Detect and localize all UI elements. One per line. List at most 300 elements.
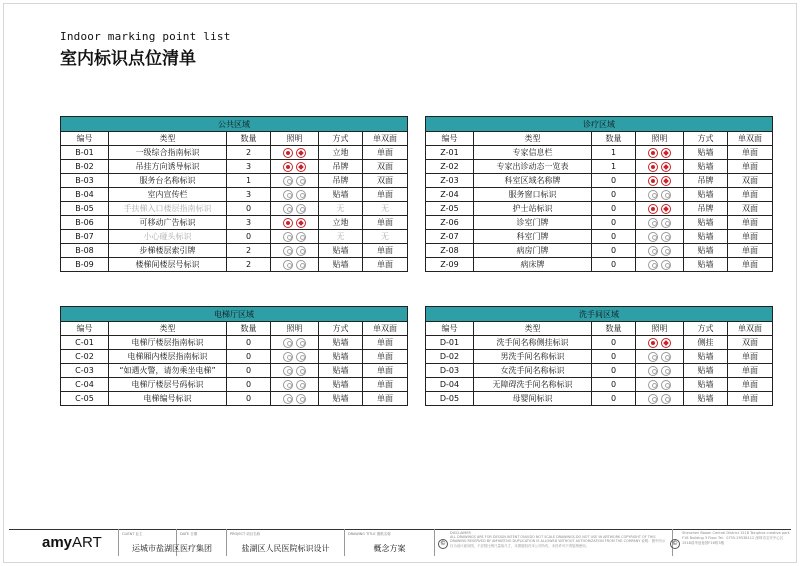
row-lighting xyxy=(271,244,319,258)
row-id: B-01 xyxy=(61,146,109,160)
row-qty: 2 xyxy=(227,244,271,258)
row-lighting xyxy=(636,160,684,174)
table-title: 洗手间区域 xyxy=(426,307,773,322)
row-id: B-02 xyxy=(61,160,109,174)
row-id: D-01 xyxy=(426,336,474,350)
row-mount: 贴墙 xyxy=(684,350,728,364)
row-sides: 单面 xyxy=(363,336,408,350)
row-sides: 单面 xyxy=(363,216,408,230)
table-row xyxy=(61,160,408,174)
row-lighting xyxy=(271,188,319,202)
row-qty: 0 xyxy=(592,350,636,364)
column-header: 编号 xyxy=(426,322,474,336)
column-header: 数量 xyxy=(227,132,271,146)
external-light-icon xyxy=(296,338,306,348)
row-mount: 贴墙 xyxy=(319,378,363,392)
row-type: 吊挂方向诱导标识 xyxy=(109,160,227,174)
row-id: C-01 xyxy=(61,336,109,350)
external-light-icon xyxy=(661,380,671,390)
table-row xyxy=(426,244,773,258)
row-id: Z-04 xyxy=(426,188,474,202)
internal-light-icon xyxy=(648,148,658,158)
row-id: B-05 xyxy=(61,202,109,216)
row-lighting xyxy=(636,350,684,364)
row-mount: 贴墙 xyxy=(319,244,363,258)
row-lighting xyxy=(636,216,684,230)
row-lighting xyxy=(636,336,684,350)
row-id: B-09 xyxy=(61,258,109,272)
row-sides: 单面 xyxy=(363,244,408,258)
row-lighting xyxy=(636,230,684,244)
column-header: 类型 xyxy=(109,322,227,336)
row-id: D-05 xyxy=(426,392,474,406)
row-qty: 0 xyxy=(227,336,271,350)
table-row xyxy=(61,392,408,406)
internal-light-icon xyxy=(648,190,658,200)
row-qty: 0 xyxy=(592,230,636,244)
row-lighting xyxy=(271,146,319,160)
row-mount: 贴墙 xyxy=(319,392,363,406)
row-id: B-06 xyxy=(61,216,109,230)
row-mount: 贴墙 xyxy=(684,230,728,244)
row-qty: 0 xyxy=(592,336,636,350)
internal-light-icon xyxy=(283,338,293,348)
table-row xyxy=(61,378,408,392)
internal-light-icon xyxy=(648,380,658,390)
row-sides: 双面 xyxy=(728,336,773,350)
internal-light-icon xyxy=(283,162,293,172)
row-qty: 0 xyxy=(227,202,271,216)
internal-light-icon xyxy=(648,394,658,404)
table-title: 公共区域 xyxy=(61,117,408,132)
row-type: 小心碰头标识 xyxy=(109,230,227,244)
row-mount: 贴墙 xyxy=(684,146,728,160)
row-mount: 立地 xyxy=(319,146,363,160)
table-row xyxy=(426,146,773,160)
internal-light-icon xyxy=(283,366,293,376)
table-row xyxy=(61,174,408,188)
row-lighting xyxy=(636,392,684,406)
row-id: Z-05 xyxy=(426,202,474,216)
row-sides: 单面 xyxy=(363,378,408,392)
internal-light-icon xyxy=(648,232,658,242)
row-lighting xyxy=(636,202,684,216)
table-row xyxy=(426,230,773,244)
row-id: B-04 xyxy=(61,188,109,202)
table-row xyxy=(61,244,408,258)
row-qty: 3 xyxy=(227,216,271,230)
column-header: 照明 xyxy=(636,132,684,146)
row-id: B-03 xyxy=(61,174,109,188)
row-type: 服务窗口标识 xyxy=(474,188,592,202)
copyright-icon: © xyxy=(672,540,678,547)
row-lighting xyxy=(636,146,684,160)
row-qty: 1 xyxy=(227,174,271,188)
column-header: 单双面 xyxy=(363,132,408,146)
row-id: Z-02 xyxy=(426,160,474,174)
row-sides: 单面 xyxy=(728,146,773,160)
row-type: “如遇火警，请勿乘坐电梯” xyxy=(109,364,227,378)
table-row xyxy=(426,350,773,364)
row-sides: 双面 xyxy=(363,174,408,188)
table-row xyxy=(426,258,773,272)
page-title-en: Indoor marking point list xyxy=(60,30,231,43)
page-frame xyxy=(3,3,797,563)
external-light-icon xyxy=(296,366,306,376)
row-type: 护士站标识 xyxy=(474,202,592,216)
row-id: B-07 xyxy=(61,230,109,244)
column-header: 照明 xyxy=(271,132,319,146)
row-type: 病房门牌 xyxy=(474,244,592,258)
row-sides: 双面 xyxy=(363,160,408,174)
row-lighting xyxy=(271,202,319,216)
internal-light-icon xyxy=(283,218,293,228)
row-qty: 3 xyxy=(227,188,271,202)
row-id: D-04 xyxy=(426,378,474,392)
client-value-cell xyxy=(118,529,226,556)
internal-light-icon xyxy=(283,352,293,362)
external-light-icon xyxy=(661,162,671,172)
row-type: 专家出诊动态一览表 xyxy=(474,160,592,174)
row-qty: 1 xyxy=(592,146,636,160)
row-type: 服务台名称标识 xyxy=(109,174,227,188)
external-light-icon xyxy=(661,232,671,242)
column-header: 类型 xyxy=(109,132,227,146)
row-mount: 贴墙 xyxy=(684,188,728,202)
client-name: 运城市盐湖区医疗集团 xyxy=(132,544,212,553)
table-row xyxy=(61,216,408,230)
drawing-cell: DRAWING TITLE 图纸名称 概念方案 xyxy=(344,529,434,556)
column-header: 数量 xyxy=(592,322,636,336)
row-sides: 单面 xyxy=(728,378,773,392)
clinic-area-table xyxy=(425,116,773,272)
row-lighting xyxy=(271,160,319,174)
row-qty: 0 xyxy=(227,364,271,378)
column-header: 单双面 xyxy=(728,322,773,336)
date-cell: DATE 日期 xyxy=(176,529,226,556)
column-header: 类型 xyxy=(474,322,592,336)
row-type: 室内宣传栏 xyxy=(109,188,227,202)
row-id: C-05 xyxy=(61,392,109,406)
external-light-icon xyxy=(661,338,671,348)
row-lighting xyxy=(271,392,319,406)
internal-light-icon xyxy=(648,366,658,376)
row-sides: 无 xyxy=(363,202,408,216)
row-sides: 双面 xyxy=(728,174,773,188)
row-qty: 0 xyxy=(592,258,636,272)
row-type: 一级综合指南标识 xyxy=(109,146,227,160)
washroom-area-table xyxy=(425,306,773,406)
row-sides: 单面 xyxy=(363,146,408,160)
row-qty: 0 xyxy=(592,174,636,188)
row-qty: 0 xyxy=(592,244,636,258)
external-light-icon xyxy=(296,218,306,228)
table-row xyxy=(61,364,408,378)
table-row xyxy=(426,216,773,230)
copyright-icon: © xyxy=(440,540,446,547)
row-mount: 贴墙 xyxy=(684,258,728,272)
row-mount: 贴墙 xyxy=(319,336,363,350)
row-qty: 0 xyxy=(592,188,636,202)
row-lighting xyxy=(636,174,684,188)
row-lighting xyxy=(636,258,684,272)
row-id: Z-01 xyxy=(426,146,474,160)
table-row xyxy=(426,378,773,392)
row-id: D-02 xyxy=(426,350,474,364)
row-sides: 单面 xyxy=(728,258,773,272)
column-header: 单双面 xyxy=(728,132,773,146)
internal-light-icon xyxy=(283,204,293,214)
row-type: 步梯楼层索引牌 xyxy=(109,244,227,258)
internal-light-icon xyxy=(283,176,293,186)
column-header: 方式 xyxy=(319,132,363,146)
row-type: 洗手间名称侧挂标识 xyxy=(474,336,592,350)
company-logo: amyART xyxy=(42,534,102,551)
external-light-icon xyxy=(296,394,306,404)
row-mount: 贴墙 xyxy=(684,364,728,378)
row-sides: 单面 xyxy=(728,160,773,174)
row-type: 科室区域名称牌 xyxy=(474,174,592,188)
column-header: 方式 xyxy=(684,132,728,146)
row-mount: 贴墙 xyxy=(319,350,363,364)
disclaimer-text: DISCLAIMER ALL DRAWINGS ARE FOR DESIGN INTENT ONLY.DO NOT SCALE DRAWINGS.DO NOT USE IN ARTWORK COPYRIGHT OF THIS DRAWING RESERVED BY AMYART.NO DUPLICATION IS ALLOWED WITHOUT AUTHORIZATION FROM THE COMPANY 说明：图中所示仅为设计意向图，不应按比例尺量取尺寸，本图版权归本公司所有，未经许可不得复制使用。 xyxy=(450,531,666,548)
row-type: 电梯厢内楼层指南标识 xyxy=(109,350,227,364)
internal-light-icon xyxy=(283,190,293,200)
table-row xyxy=(426,364,773,378)
internal-light-icon xyxy=(283,394,293,404)
table-row xyxy=(426,174,773,188)
external-light-icon xyxy=(296,232,306,242)
row-lighting xyxy=(271,336,319,350)
row-mount: 无 xyxy=(319,230,363,244)
row-mount: 贴墙 xyxy=(319,258,363,272)
external-light-icon xyxy=(296,352,306,362)
drawing-title: 概念方案 xyxy=(373,544,406,553)
row-sides: 单面 xyxy=(728,188,773,202)
row-mount: 贴墙 xyxy=(684,160,728,174)
row-sides: 单面 xyxy=(363,258,408,272)
row-qty: 1 xyxy=(592,160,636,174)
row-sides: 无 xyxy=(363,230,408,244)
row-id: Z-09 xyxy=(426,258,474,272)
external-light-icon xyxy=(296,190,306,200)
row-id: Z-03 xyxy=(426,174,474,188)
column-header: 方式 xyxy=(684,322,728,336)
external-light-icon xyxy=(661,176,671,186)
table-row xyxy=(61,202,408,216)
external-light-icon xyxy=(296,148,306,158)
external-light-icon xyxy=(296,176,306,186)
row-type: 电梯厅楼层指南标识 xyxy=(109,336,227,350)
row-type: 女洗手间名称标识 xyxy=(474,364,592,378)
table-row xyxy=(426,336,773,350)
table-title: 诊疗区域 xyxy=(426,117,773,132)
table-row xyxy=(426,188,773,202)
row-type: 电梯编号标识 xyxy=(109,392,227,406)
row-type: 楼梯间楼层号标识 xyxy=(109,258,227,272)
external-light-icon xyxy=(661,204,671,214)
row-sides: 单面 xyxy=(363,350,408,364)
internal-light-icon xyxy=(283,148,293,158)
row-mount: 贴墙 xyxy=(684,392,728,406)
row-lighting xyxy=(271,230,319,244)
internal-light-icon xyxy=(648,176,658,186)
column-header: 照明 xyxy=(271,322,319,336)
column-header: 编号 xyxy=(426,132,474,146)
row-mount: 侧挂 xyxy=(684,336,728,350)
public-area-table xyxy=(60,116,408,272)
row-id: C-04 xyxy=(61,378,109,392)
row-id: D-03 xyxy=(426,364,474,378)
row-lighting xyxy=(271,216,319,230)
external-light-icon xyxy=(661,260,671,270)
column-header: 方式 xyxy=(319,322,363,336)
external-light-icon xyxy=(296,260,306,270)
row-qty: 2 xyxy=(227,146,271,160)
row-lighting xyxy=(636,378,684,392)
external-light-icon xyxy=(661,246,671,256)
row-qty: 0 xyxy=(592,364,636,378)
row-mount: 吊牌 xyxy=(319,174,363,188)
external-light-icon xyxy=(296,380,306,390)
internal-light-icon xyxy=(648,162,658,172)
row-qty: 0 xyxy=(592,392,636,406)
row-type: 电梯厅楼层号码标识 xyxy=(109,378,227,392)
table-row xyxy=(61,336,408,350)
row-lighting xyxy=(271,378,319,392)
row-qty: 0 xyxy=(227,230,271,244)
row-mount: 立地 xyxy=(319,216,363,230)
row-lighting xyxy=(636,364,684,378)
row-lighting xyxy=(271,350,319,364)
row-mount: 贴墙 xyxy=(684,216,728,230)
table-row xyxy=(61,230,408,244)
row-type: 无障碍洗手间名称标识 xyxy=(474,378,592,392)
row-mount: 贴墙 xyxy=(684,378,728,392)
row-type: 专家信息栏 xyxy=(474,146,592,160)
client-cell: CLIENT 业主 xyxy=(118,529,176,556)
external-light-icon xyxy=(296,204,306,214)
internal-light-icon xyxy=(648,260,658,270)
row-qty: 0 xyxy=(227,392,271,406)
row-id: Z-06 xyxy=(426,216,474,230)
row-mount: 贴墙 xyxy=(319,188,363,202)
column-header: 数量 xyxy=(227,322,271,336)
row-lighting xyxy=(636,188,684,202)
row-mount: 无 xyxy=(319,202,363,216)
row-sides: 单面 xyxy=(363,188,408,202)
row-mount: 贴墙 xyxy=(684,244,728,258)
row-qty: 3 xyxy=(227,160,271,174)
row-id: C-03 xyxy=(61,364,109,378)
internal-light-icon xyxy=(648,204,658,214)
row-id: Z-07 xyxy=(426,230,474,244)
row-type: 科室门牌 xyxy=(474,230,592,244)
table-row xyxy=(61,146,408,160)
external-light-icon xyxy=(661,218,671,228)
project-cell: PROJECT 项目名称 盐湖区人民医院标识设计 xyxy=(226,529,344,556)
row-qty: 0 xyxy=(227,350,271,364)
row-id: C-02 xyxy=(61,350,109,364)
row-sides: 单面 xyxy=(728,230,773,244)
internal-light-icon xyxy=(648,218,658,228)
column-header: 编号 xyxy=(61,322,109,336)
column-header: 单双面 xyxy=(363,322,408,336)
row-lighting xyxy=(636,244,684,258)
row-qty: 0 xyxy=(227,378,271,392)
company-address: Shenzhen Baoan Central District 1518 Tsinghua creative park F16 Building 3 Floor Tel：0755-29538112 深圳市宝安中心区1518清华创意园F16栋3楼 xyxy=(682,531,790,545)
table-row xyxy=(61,350,408,364)
internal-light-icon xyxy=(283,260,293,270)
external-light-icon xyxy=(296,246,306,256)
external-light-icon xyxy=(661,352,671,362)
column-header: 类型 xyxy=(474,132,592,146)
row-sides: 单面 xyxy=(728,244,773,258)
column-header: 编号 xyxy=(61,132,109,146)
elevator-hall-table xyxy=(60,306,408,406)
table-row xyxy=(426,392,773,406)
row-type: 手扶梯入口楼层指南标识 xyxy=(109,202,227,216)
row-lighting xyxy=(271,258,319,272)
row-type: 男洗手间名称标识 xyxy=(474,350,592,364)
table-row xyxy=(426,160,773,174)
internal-light-icon xyxy=(648,338,658,348)
row-mount: 贴墙 xyxy=(319,364,363,378)
internal-light-icon xyxy=(283,380,293,390)
external-light-icon xyxy=(661,366,671,376)
internal-light-icon xyxy=(283,246,293,256)
row-sides: 单面 xyxy=(363,392,408,406)
column-header: 数量 xyxy=(592,132,636,146)
row-qty: 2 xyxy=(227,258,271,272)
row-sides: 单面 xyxy=(728,364,773,378)
table-row xyxy=(61,258,408,272)
row-sides: 单面 xyxy=(728,392,773,406)
external-light-icon xyxy=(661,190,671,200)
external-light-icon xyxy=(661,148,671,158)
row-mount: 吊牌 xyxy=(684,202,728,216)
row-id: B-08 xyxy=(61,244,109,258)
table-title: 电梯厅区域 xyxy=(61,307,408,322)
internal-light-icon xyxy=(648,246,658,256)
column-header: 照明 xyxy=(636,322,684,336)
row-mount: 吊牌 xyxy=(684,174,728,188)
row-sides: 单面 xyxy=(728,216,773,230)
row-lighting xyxy=(271,364,319,378)
row-type: 可移动广告标识 xyxy=(109,216,227,230)
internal-light-icon xyxy=(648,352,658,362)
external-light-icon xyxy=(661,394,671,404)
row-qty: 0 xyxy=(592,378,636,392)
table-row xyxy=(426,202,773,216)
table-row xyxy=(61,188,408,202)
internal-light-icon xyxy=(283,232,293,242)
row-mount: 吊牌 xyxy=(319,160,363,174)
external-light-icon xyxy=(296,162,306,172)
row-type: 母婴间标识 xyxy=(474,392,592,406)
row-type: 病床牌 xyxy=(474,258,592,272)
row-sides: 双面 xyxy=(728,202,773,216)
row-qty: 0 xyxy=(592,202,636,216)
project-name: 盐湖区人民医院标识设计 xyxy=(241,544,330,553)
row-qty: 0 xyxy=(592,216,636,230)
row-lighting xyxy=(271,174,319,188)
page-title-cn: 室内标识点位清单 xyxy=(60,49,196,69)
row-sides: 单面 xyxy=(363,364,408,378)
row-sides: 单面 xyxy=(728,350,773,364)
row-id: Z-08 xyxy=(426,244,474,258)
row-type: 诊室门牌 xyxy=(474,216,592,230)
